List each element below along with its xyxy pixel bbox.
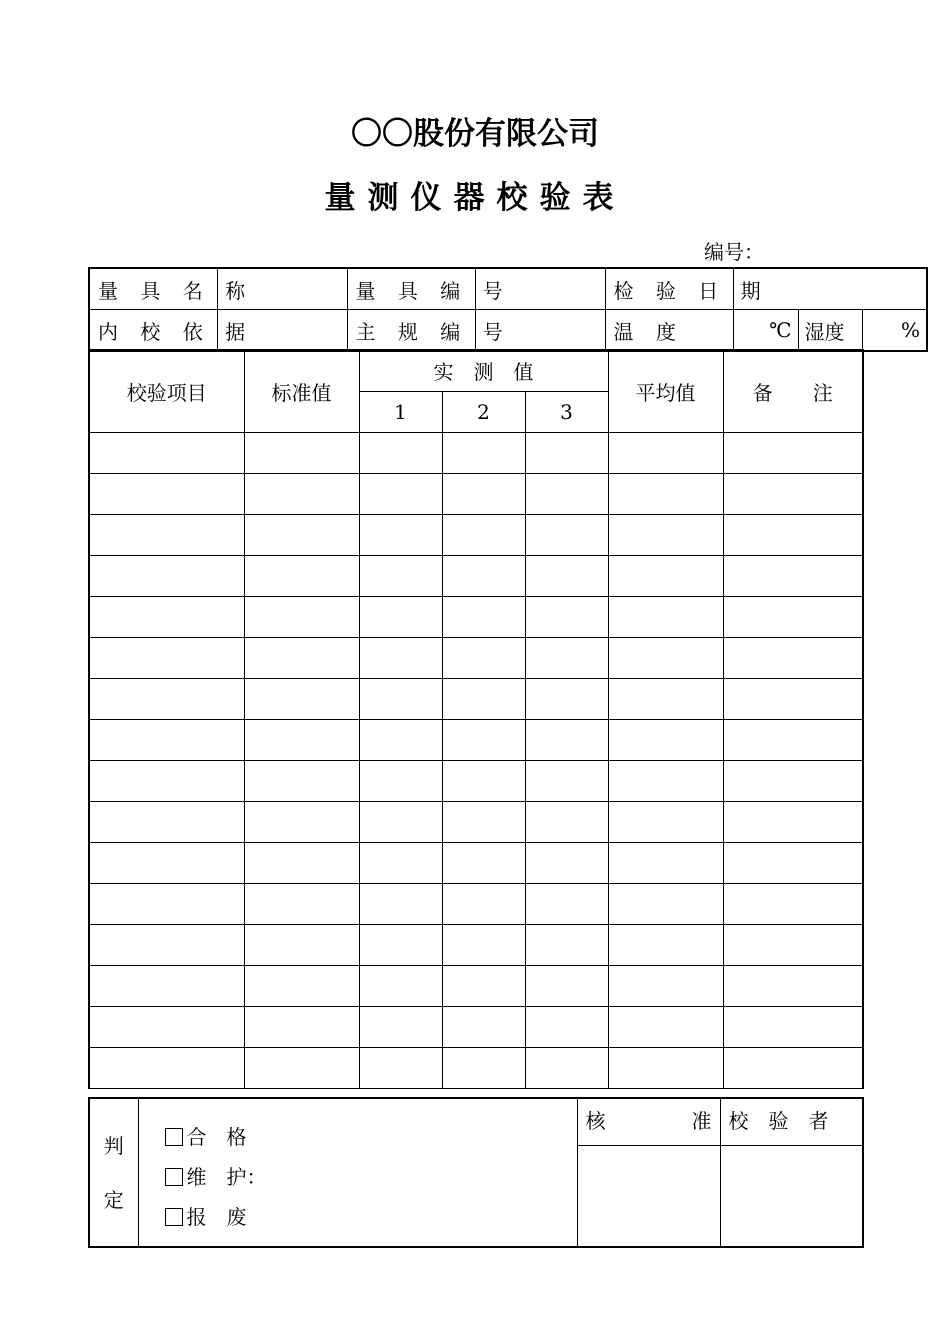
col-header-measured-1: 1 bbox=[359, 392, 442, 433]
table-cell[interactable] bbox=[89, 843, 244, 884]
table-cell[interactable] bbox=[442, 597, 525, 638]
checkbox-icon[interactable] bbox=[165, 1168, 183, 1186]
table-cell[interactable] bbox=[723, 474, 863, 515]
instrument-no-label: 量 具 编 号 bbox=[347, 268, 475, 310]
instrument-name-label: 量 具 名 称 bbox=[89, 268, 217, 310]
table-cell[interactable] bbox=[608, 556, 723, 597]
table-cell[interactable] bbox=[359, 597, 442, 638]
table-cell[interactable] bbox=[89, 925, 244, 966]
percent-unit: % bbox=[900, 318, 920, 342]
col-header-measured-2: 2 bbox=[442, 392, 525, 433]
col-header-average: 平均值 bbox=[608, 350, 723, 433]
table-cell[interactable] bbox=[359, 1048, 442, 1089]
table-cell[interactable] bbox=[442, 925, 525, 966]
table-cell[interactable] bbox=[525, 597, 608, 638]
table-cell[interactable] bbox=[244, 515, 359, 556]
table-cell[interactable] bbox=[89, 1007, 244, 1048]
table-row bbox=[89, 884, 863, 925]
table-cell[interactable] bbox=[525, 966, 608, 1007]
table-cell[interactable] bbox=[723, 843, 863, 884]
table-cell[interactable] bbox=[244, 802, 359, 843]
table-row bbox=[89, 720, 863, 761]
table-row bbox=[89, 433, 863, 474]
col-header-measured-3: 3 bbox=[525, 392, 608, 433]
table-cell[interactable] bbox=[442, 474, 525, 515]
table-row bbox=[89, 1048, 863, 1089]
table-cell[interactable] bbox=[244, 761, 359, 802]
humidity-field[interactable] bbox=[862, 310, 927, 352]
table-cell[interactable] bbox=[723, 802, 863, 843]
table-cell[interactable] bbox=[359, 966, 442, 1007]
table-cell[interactable] bbox=[723, 597, 863, 638]
table-cell[interactable] bbox=[244, 597, 359, 638]
table-cell[interactable] bbox=[359, 679, 442, 720]
table-cell[interactable] bbox=[608, 925, 723, 966]
col-header-remark: 备 注 bbox=[723, 350, 863, 433]
table-cell[interactable] bbox=[442, 1048, 525, 1089]
inspector-label: 校 验 者 bbox=[720, 1098, 863, 1146]
table-cell[interactable] bbox=[244, 556, 359, 597]
temperature-field[interactable] bbox=[733, 310, 798, 352]
table-cell[interactable] bbox=[442, 802, 525, 843]
judgement-options bbox=[138, 1098, 577, 1247]
table-cell[interactable] bbox=[525, 474, 608, 515]
table-cell[interactable] bbox=[89, 433, 244, 474]
option-maintain[interactable]: 维 护： bbox=[165, 1157, 577, 1197]
option-pass[interactable]: 合 格 bbox=[165, 1117, 577, 1157]
table-cell[interactable] bbox=[723, 556, 863, 597]
info-table bbox=[88, 267, 928, 352]
table-cell[interactable] bbox=[608, 474, 723, 515]
table-cell[interactable] bbox=[525, 761, 608, 802]
table-cell[interactable] bbox=[525, 1007, 608, 1048]
table-cell[interactable] bbox=[359, 556, 442, 597]
table-row bbox=[89, 679, 863, 720]
approver-header bbox=[577, 1098, 720, 1146]
table-row bbox=[89, 597, 863, 638]
table-row bbox=[89, 556, 863, 597]
table-cell[interactable] bbox=[359, 638, 442, 679]
checkbox-icon[interactable] bbox=[165, 1208, 183, 1226]
table-cell[interactable] bbox=[89, 638, 244, 679]
table-cell[interactable] bbox=[442, 433, 525, 474]
spec-no-label: 主 规 编 号 bbox=[347, 310, 475, 352]
inspector-signature[interactable] bbox=[720, 1146, 863, 1248]
table-cell[interactable] bbox=[359, 843, 442, 884]
approver-label-1: 核 bbox=[585, 1109, 606, 1133]
table-cell[interactable] bbox=[89, 1048, 244, 1089]
judgement-table bbox=[88, 1097, 864, 1248]
humidity-label: 湿度 bbox=[798, 310, 862, 352]
table-cell[interactable] bbox=[244, 1007, 359, 1048]
table-cell[interactable] bbox=[525, 720, 608, 761]
table-cell[interactable] bbox=[723, 884, 863, 925]
table-row bbox=[89, 802, 863, 843]
table-cell[interactable] bbox=[359, 925, 442, 966]
table-cell[interactable] bbox=[723, 638, 863, 679]
table-cell[interactable] bbox=[442, 761, 525, 802]
table-cell[interactable] bbox=[89, 802, 244, 843]
table-cell[interactable] bbox=[359, 761, 442, 802]
table-row bbox=[89, 761, 863, 802]
table-cell[interactable] bbox=[442, 638, 525, 679]
table-cell[interactable] bbox=[89, 966, 244, 1007]
table-cell[interactable] bbox=[244, 966, 359, 1007]
table-cell[interactable] bbox=[723, 720, 863, 761]
table-cell[interactable] bbox=[525, 843, 608, 884]
table-cell[interactable] bbox=[608, 597, 723, 638]
table-cell[interactable] bbox=[244, 638, 359, 679]
table-cell[interactable] bbox=[608, 515, 723, 556]
table-cell[interactable] bbox=[525, 925, 608, 966]
table-cell[interactable] bbox=[608, 761, 723, 802]
table-cell[interactable] bbox=[608, 679, 723, 720]
judgement-label bbox=[89, 1098, 138, 1247]
table-row bbox=[89, 966, 863, 1007]
table-cell[interactable] bbox=[359, 884, 442, 925]
table-cell[interactable] bbox=[89, 720, 244, 761]
table-cell[interactable] bbox=[359, 1007, 442, 1048]
table-cell[interactable] bbox=[442, 515, 525, 556]
table-cell[interactable] bbox=[442, 720, 525, 761]
table-cell[interactable] bbox=[608, 884, 723, 925]
table-cell[interactable] bbox=[525, 638, 608, 679]
company-name: 〇〇股份有限公司 bbox=[351, 116, 599, 152]
table-cell[interactable] bbox=[359, 802, 442, 843]
table-cell[interactable] bbox=[89, 556, 244, 597]
table-cell[interactable] bbox=[608, 802, 723, 843]
table-cell[interactable] bbox=[442, 679, 525, 720]
table-cell[interactable] bbox=[723, 515, 863, 556]
table-cell[interactable] bbox=[359, 515, 442, 556]
table-cell[interactable] bbox=[723, 679, 863, 720]
table-cell[interactable] bbox=[525, 884, 608, 925]
table-cell[interactable] bbox=[244, 433, 359, 474]
table-cell[interactable] bbox=[244, 720, 359, 761]
temperature-label: 温 度 bbox=[605, 310, 733, 352]
table-cell[interactable] bbox=[244, 884, 359, 925]
table-cell[interactable] bbox=[89, 761, 244, 802]
table-cell[interactable] bbox=[723, 761, 863, 802]
table-cell[interactable] bbox=[359, 720, 442, 761]
table-cell[interactable] bbox=[244, 474, 359, 515]
table-cell[interactable] bbox=[244, 843, 359, 884]
judgement-label-1: 判 bbox=[103, 1133, 124, 1158]
table-cell[interactable] bbox=[608, 843, 723, 884]
table-cell[interactable] bbox=[442, 1007, 525, 1048]
table-cell[interactable] bbox=[89, 884, 244, 925]
internal-basis-label: 内 校 依 据 bbox=[89, 310, 217, 352]
option-scrap[interactable]: 报 废 bbox=[165, 1197, 577, 1237]
table-cell[interactable] bbox=[723, 1007, 863, 1048]
approver-signature[interactable] bbox=[577, 1146, 720, 1248]
checkbox-icon[interactable] bbox=[165, 1128, 183, 1146]
judgement-label-2: 定 bbox=[103, 1187, 124, 1212]
table-row bbox=[89, 843, 863, 884]
table-cell[interactable] bbox=[608, 638, 723, 679]
col-header-standard: 标准值 bbox=[244, 350, 359, 433]
table-row bbox=[89, 1007, 863, 1048]
table-cell[interactable] bbox=[525, 802, 608, 843]
table-cell[interactable] bbox=[525, 556, 608, 597]
celsius-unit: ℃ bbox=[769, 318, 792, 342]
measurement-table bbox=[88, 349, 864, 1089]
table-cell[interactable] bbox=[608, 1007, 723, 1048]
approver-label-2: 准 bbox=[691, 1109, 712, 1133]
table-cell[interactable] bbox=[608, 1048, 723, 1089]
table-cell[interactable] bbox=[608, 966, 723, 1007]
table-row bbox=[89, 638, 863, 679]
table-cell[interactable] bbox=[608, 433, 723, 474]
table-cell[interactable] bbox=[723, 966, 863, 1007]
col-header-measured: 实 测 值 bbox=[359, 350, 608, 392]
table-cell[interactable] bbox=[723, 433, 863, 474]
table-cell[interactable] bbox=[244, 925, 359, 966]
measurement-rows bbox=[89, 433, 863, 1089]
table-cell[interactable] bbox=[89, 597, 244, 638]
table-cell[interactable] bbox=[89, 679, 244, 720]
form-title: 量测仪器校验表 bbox=[324, 180, 626, 216]
table-cell[interactable] bbox=[89, 515, 244, 556]
table-cell[interactable] bbox=[442, 884, 525, 925]
doc-number-label: 编号： bbox=[704, 240, 764, 264]
table-cell[interactable] bbox=[359, 433, 442, 474]
table-cell[interactable] bbox=[525, 679, 608, 720]
table-cell[interactable] bbox=[442, 843, 525, 884]
table-cell[interactable] bbox=[608, 720, 723, 761]
table-cell[interactable] bbox=[89, 474, 244, 515]
table-cell[interactable] bbox=[442, 966, 525, 1007]
table-row bbox=[89, 474, 863, 515]
col-header-item: 校验项目 bbox=[89, 350, 244, 433]
table-cell[interactable] bbox=[244, 1048, 359, 1089]
table-cell[interactable] bbox=[442, 556, 525, 597]
inspection-date-label: 检 验 日 期 bbox=[605, 268, 733, 310]
table-cell[interactable] bbox=[525, 515, 608, 556]
table-cell[interactable] bbox=[359, 474, 442, 515]
table-cell[interactable] bbox=[723, 1048, 863, 1089]
table-cell[interactable] bbox=[525, 433, 608, 474]
table-cell[interactable] bbox=[244, 679, 359, 720]
table-row bbox=[89, 925, 863, 966]
table-cell[interactable] bbox=[723, 925, 863, 966]
table-row bbox=[89, 515, 863, 556]
table-cell[interactable] bbox=[525, 1048, 608, 1089]
